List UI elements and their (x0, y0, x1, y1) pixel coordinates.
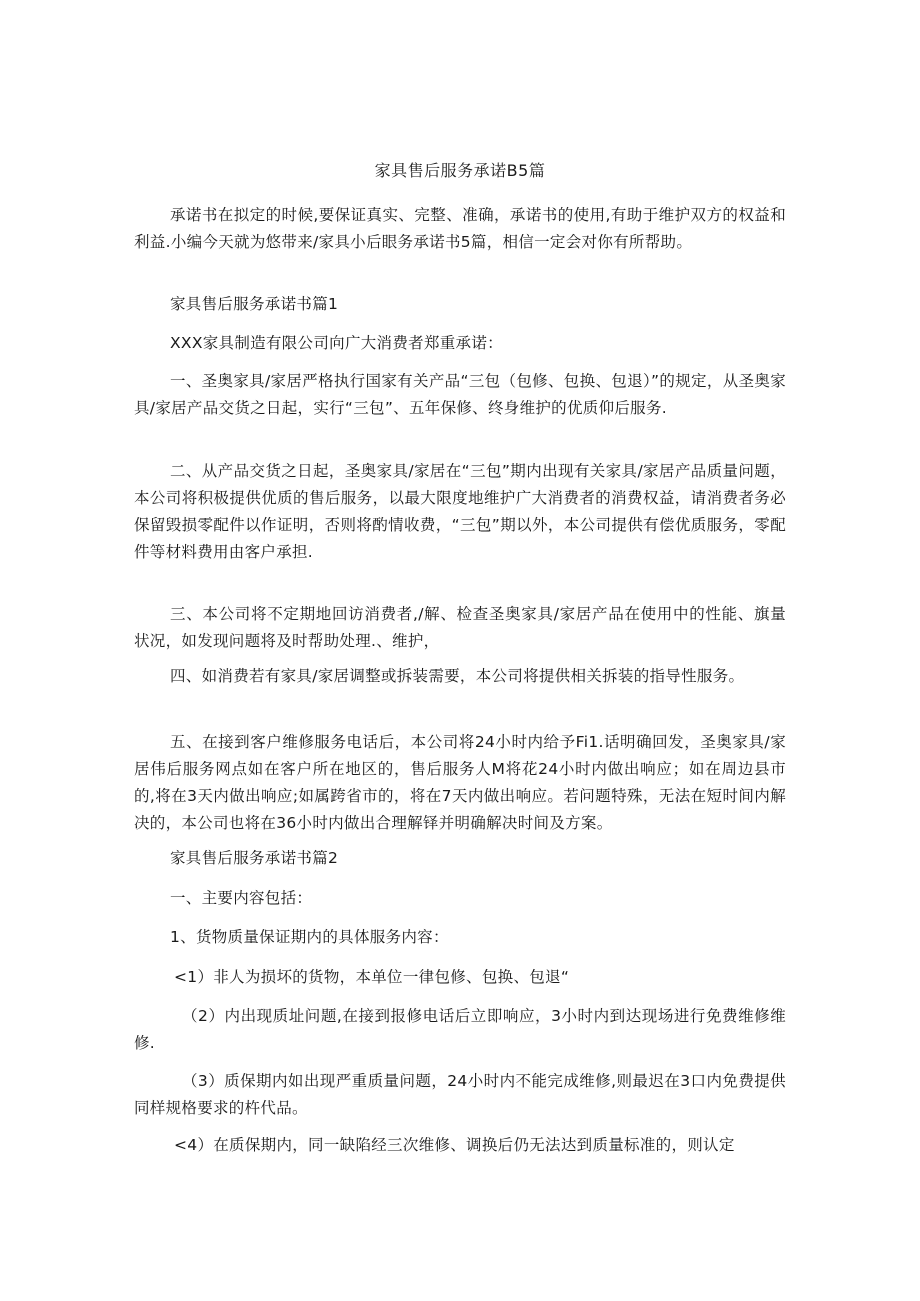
clause-4: 四、如消费若有家具/家居调整或拆装需要，本公司将提供相关拆装的指导性服务。 (170, 667, 745, 685)
item-4: <4）在质保期内，同一缺陷经三次维修、调换后仍无法达到质量标准的，则认定 (174, 1136, 735, 1154)
clause-1: 一、圣奥家具/家居严格执行国家有关产品“三包（包修、包换、包退）”的规定，从圣奥家具/家居产品交货之日起，实行“三包”、五年保修、终身维护的优质仰后服务. (134, 372, 786, 417)
main-content-heading: 一、主要内容包括： (170, 889, 313, 907)
item-3: （3）质保期内如出现严重质量问题，24小时内不能完成维修,则最迟在3口内免费提供同样规格要求的杵代品。 (134, 1072, 786, 1117)
intro-paragraph: 承诺书在拟定的时候,要保证真实、完整、准确，承诺书的使用,有助于维护双方的权益和利益.小编今天就为悠带来/家具小后眼务承诺书5篇，相信一定会对你有所帮助。 (134, 206, 786, 251)
document-title: 家具售后服务承诺B5篇 (374, 161, 546, 180)
service-content-heading: 1、货物质量保证期内的具体服务内容： (170, 928, 449, 946)
item-2: （2）内出现质址问题,在接到报修电话后立即响应，3小时内到达现场进行免费维修维修. (134, 1007, 786, 1052)
clause-5: 五、在接到客户维修服务电话后，本公司将24小时内给予Fi1.话明确回发，圣奥家具/家居伟后服务网点如在客户所在地区的，售后服务人M将花24小时内做出响应；如在周边县市的,将在3天内做出响应;如属跨省市的，将在7天内做出响应。若问题特殊，无法在短时间内解决的，本公司也将在36小时内做出合理解铎并明确解决时间及方案。 (134, 733, 786, 832)
clause-3: 三、本公司将不定期地回访消费者,/解、检查圣奥家具/家居产品在使用中的性能、旗量状况，如发现问题将及时帮助处理.、维护， (134, 605, 786, 650)
clause-2: 二、从产品交货之日起，圣奥家具/家居在“三包”期内出现有关家具/家居产品质量问题，本公司将积极提供优质的售后服务，以最大限度地维护广大消费者的消费权益，请消费者务必保留毁损零配件以作证明，否则将酌情收费，“三包”期以外，本公司提供有偿优质服务，零配件等材料费用由客户承担. (134, 462, 786, 561)
section-heading-2: 家具售后服务承诺书篇2 (170, 849, 339, 867)
section-heading-1: 家具售后服务承诺书篇1 (170, 295, 339, 313)
item-1: <1）非人为损坏的货物，本单位一律包修、包换、包退“ (174, 968, 570, 986)
commitment-statement: XXX家具制造有限公司向广大消费者郑重承诺： (170, 334, 503, 352)
